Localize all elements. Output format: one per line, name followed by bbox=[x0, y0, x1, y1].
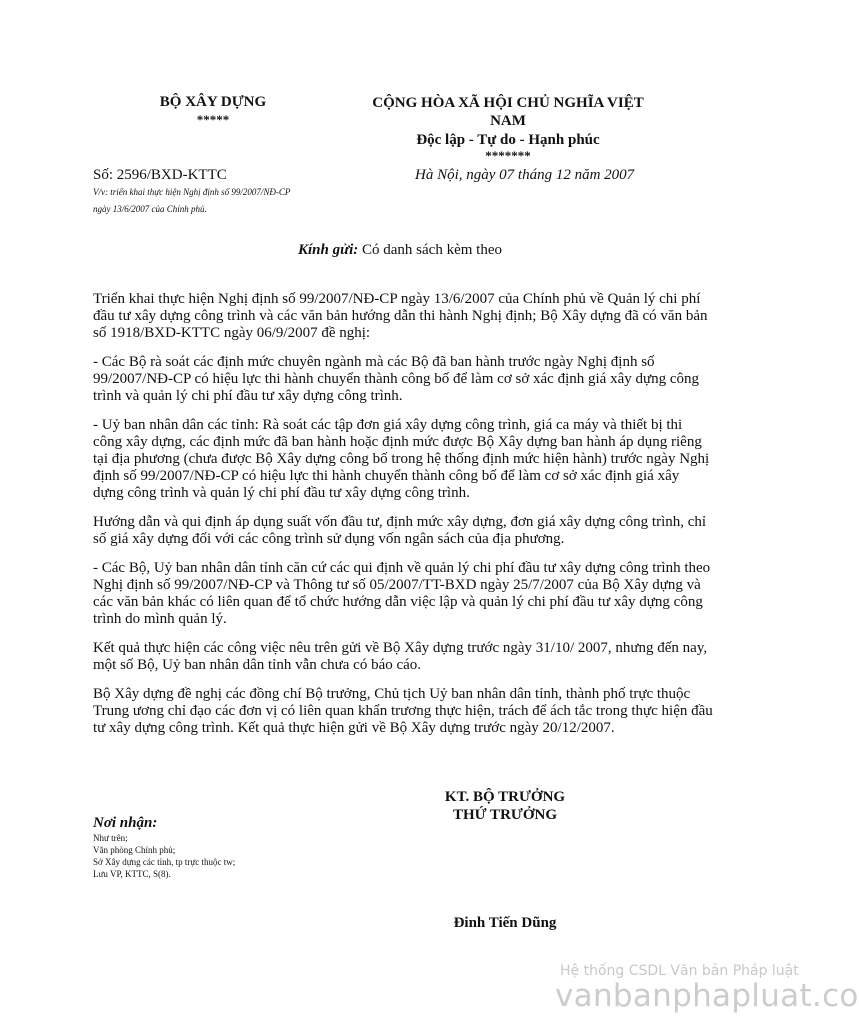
signature-title-line2: THỨ TRƯỞNG bbox=[452, 807, 558, 823]
recipients-title: Nơi nhận: bbox=[93, 815, 158, 831]
subject-line1: V/v: triển khai thực hiện Nghị định số 99/2007/NĐ-CP bbox=[93, 187, 291, 197]
signature-title-line1: KT. BỘ TRƯỞNG bbox=[444, 789, 566, 805]
recipient-item: Văn phòng Chính phủ; bbox=[93, 845, 176, 855]
body-paragraph: - Các Bộ rà soát các định mức chuyên ngành mà các Bộ đã ban hành trước ngày Nghị định số 99/2007/NĐ-CP có hiệu lực thi hành chuyển thành công bố để làm cơ sở xác định giá xây dựng công trình và quản lý chi phí đầu tư xây dựng công trình. bbox=[93, 354, 700, 404]
recipients-block bbox=[93, 815, 353, 880]
republic-name-line1: CỘNG HÒA XÃ HỘI CHỦ NGHĨA VIỆT bbox=[372, 95, 644, 111]
national-header-block bbox=[328, 94, 688, 163]
issuing-agency-name: BỘ XÂY DỰNG bbox=[159, 94, 267, 110]
recipient-item: Sở Xây dựng các tỉnh, tp trực thuộc tw; bbox=[93, 857, 236, 867]
addressee-value: Có danh sách kèm theo bbox=[358, 242, 502, 258]
addressee-line bbox=[0, 242, 800, 259]
document-number: Số: 2596/BXD-KTTC bbox=[93, 167, 227, 183]
issuing-agency-stars: ***** bbox=[196, 112, 230, 127]
body-paragraph: Hướng dẫn và qui định áp dụng suất vốn đầu tư, định mức xây dựng, đơn giá xây dựng công trình, chỉ số giá xây dựng đối với các công trình sử dụng vốn ngân sách của địa phương. bbox=[93, 514, 707, 547]
recipients-list bbox=[93, 832, 353, 880]
signature-block bbox=[420, 788, 590, 824]
document-body bbox=[93, 291, 713, 749]
recipient-item: Lưu VP, KTTC, S(8). bbox=[93, 869, 171, 879]
watermark-caption: Hệ thống CSDL Văn bản Pháp luật bbox=[560, 963, 799, 979]
body-paragraph: - Các Bộ, Uỷ ban nhân dân tỉnh căn cứ các qui định về quản lý chi phí đầu tư xây dựng công trình theo Nghị định số 99/2007/NĐ-CP và Thông tư số 05/2007/TT-BXD ngày 25/7/2007 của Bộ Xây dựng và các văn bản khác có liên quan để tổ chức hướng dẫn việc lập và quản lý chi phí đầu tư xây dựng công trình do mình quản lý. bbox=[93, 560, 711, 627]
national-motto: Độc lập - Tự do - Hạnh phúc bbox=[416, 132, 600, 148]
republic-name-line2: NAM bbox=[490, 113, 526, 129]
document-subject bbox=[93, 184, 353, 218]
place-and-date: Hà Nội, ngày 07 tháng 12 năm 2007 bbox=[415, 167, 635, 183]
body-paragraph: Bộ Xây dựng đề nghị các đồng chí Bộ trưởng, Chủ tịch Uỷ ban nhân dân tỉnh, thành phố trực thuộc Trung ương chỉ đạo các đơn vị có liên quan khẩn trương thực hiện, trách để ách tắc trong thực hiện đầu tư xây dựng công trình. Kết quả thực hiện gửi về Bộ Xây dựng trước ngày 20/12/2007. bbox=[93, 686, 713, 736]
addressee-label: Kính gửi: bbox=[298, 242, 359, 258]
signer-name: Đinh Tiến Dũng bbox=[453, 915, 557, 931]
national-motto-stars: ******* bbox=[485, 148, 531, 163]
body-paragraph: Triển khai thực hiện Nghị định số 99/2007/NĐ-CP ngày 13/6/2007 của Chính phủ về Quản lý chi phí đầu tư xây dựng công trình và các văn bản hướng dẫn thi hành Nghị định; Bộ Xây dựng đã có văn bản số 1918/BXD-KTTC ngày 06/9/2007 đề nghị: bbox=[93, 291, 708, 341]
subject-line2: ngày 13/6/2007 của Chính phủ. bbox=[93, 204, 207, 214]
watermark-site: vanbanphapluat.co bbox=[555, 978, 859, 1014]
body-paragraph: Kết quả thực hiện các công việc nêu trên gửi về Bộ Xây dựng trước ngày 31/10/ 2007, nhưng đến nay, một số Bộ, Uỷ ban nhân dân tỉnh vẫn chưa có báo cáo. bbox=[93, 640, 708, 673]
recipient-item: Như trên; bbox=[93, 833, 128, 843]
body-paragraph: - Uỷ ban nhân dân các tỉnh: Rà soát các tập đơn giá xây dựng công trình, giá ca máy và thiết bị thi công xây dựng, các định mức đã ban hành hoặc định mức được Bộ Xây dựng ban hành áp dụng riêng tại địa phương (chưa được Bộ Xây dựng công bố trong hệ thống định mức hiện hành) trước ngày Nghị định số 99/2007/NĐ-CP có hiệu lực thi hành chuyển thành công bố để làm cơ sở xác định giá xây dựng công trình và quản lý chi phí đầu tư xây dựng công trình. bbox=[93, 417, 710, 501]
issuing-agency-block bbox=[128, 94, 298, 128]
